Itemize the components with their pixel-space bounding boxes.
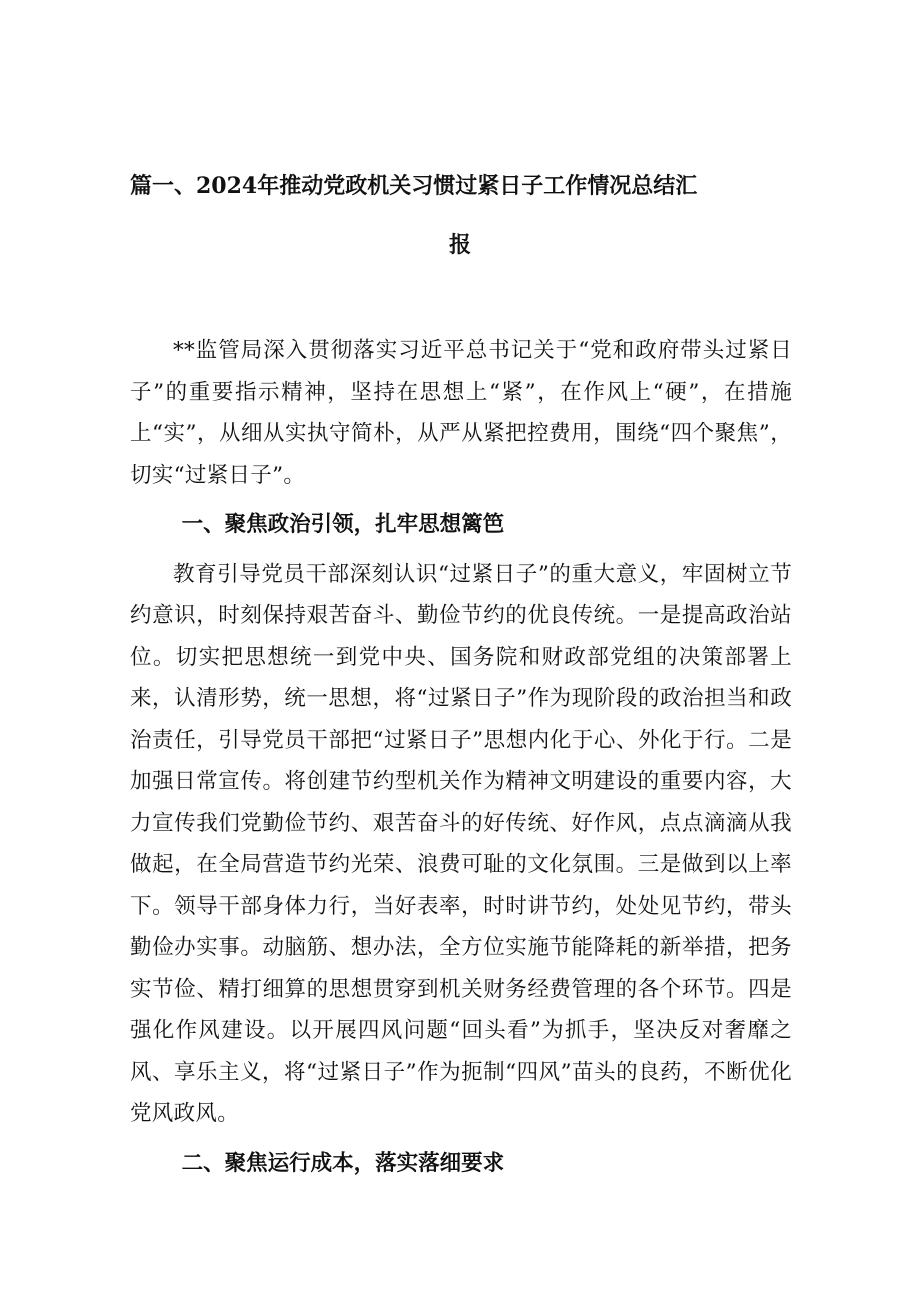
section-1-paragraph: 教育引导党员干部深刻认识“过紧日子”的重大意义，牢固树立节约意识，时刻保持艰苦奋斗、勤俭节约的优良传统。一是提高政治站位。切实把思想统一到党中央、国务院和财政部党组的决策部署上来，认清形势，统一思想，将“过紧日子”作为现阶段的政治担当和政治责任，引导党员干部把“过紧日子”思想内化于心、外化于行。二是加强日常宣传。将创建节约型机关作为精神文明建设的重要内容，大力宣传我们党勤俭节约、艰苦奋斗的好传统、好作风，点点滴滴从我做起，在全局营造节约光荣、浪费可耻的文化氛围。三是做到以上率下。领导干部身体力行，当好表率，时时讲节约，处处见节约，带头勤俭办实事。动脑筋、想办法，全方位实施节能降耗的新举措，把务实节俭、精打细算的思想贯穿到机关财务经费管理的各个环节。四是强化作风建设。以开展四风问题“回头看”为抓手，坚决反对奢靡之风、享乐主义，将“过紧日子”作为扼制“四风”苗头的良药，不断优化党风政风。 (130, 561, 792, 1126)
intro-paragraph: **监管局深入贯彻落实习近平总书记关于“党和政府带头过紧日子”的重要指示精神，坚持在思想上“紧”，在作风上“硬”，在措施上“实”，从细从实执守简朴，从严从紧把控费用，围绕“四个聚焦”，切实“过紧日子”。 (130, 338, 792, 488)
document-title-line-2: 报 (448, 232, 471, 258)
document-title-line-1: 篇一、2024年推动党政机关习惯过紧日子工作情况总结汇 (130, 173, 698, 199)
section-heading-1: 一、聚焦政治引领，扎牢思想篱笆 (181, 512, 505, 537)
section-heading-2: 二、聚焦运行成本，落实落细要求 (181, 1150, 505, 1176)
document-body (130, 330, 792, 1184)
